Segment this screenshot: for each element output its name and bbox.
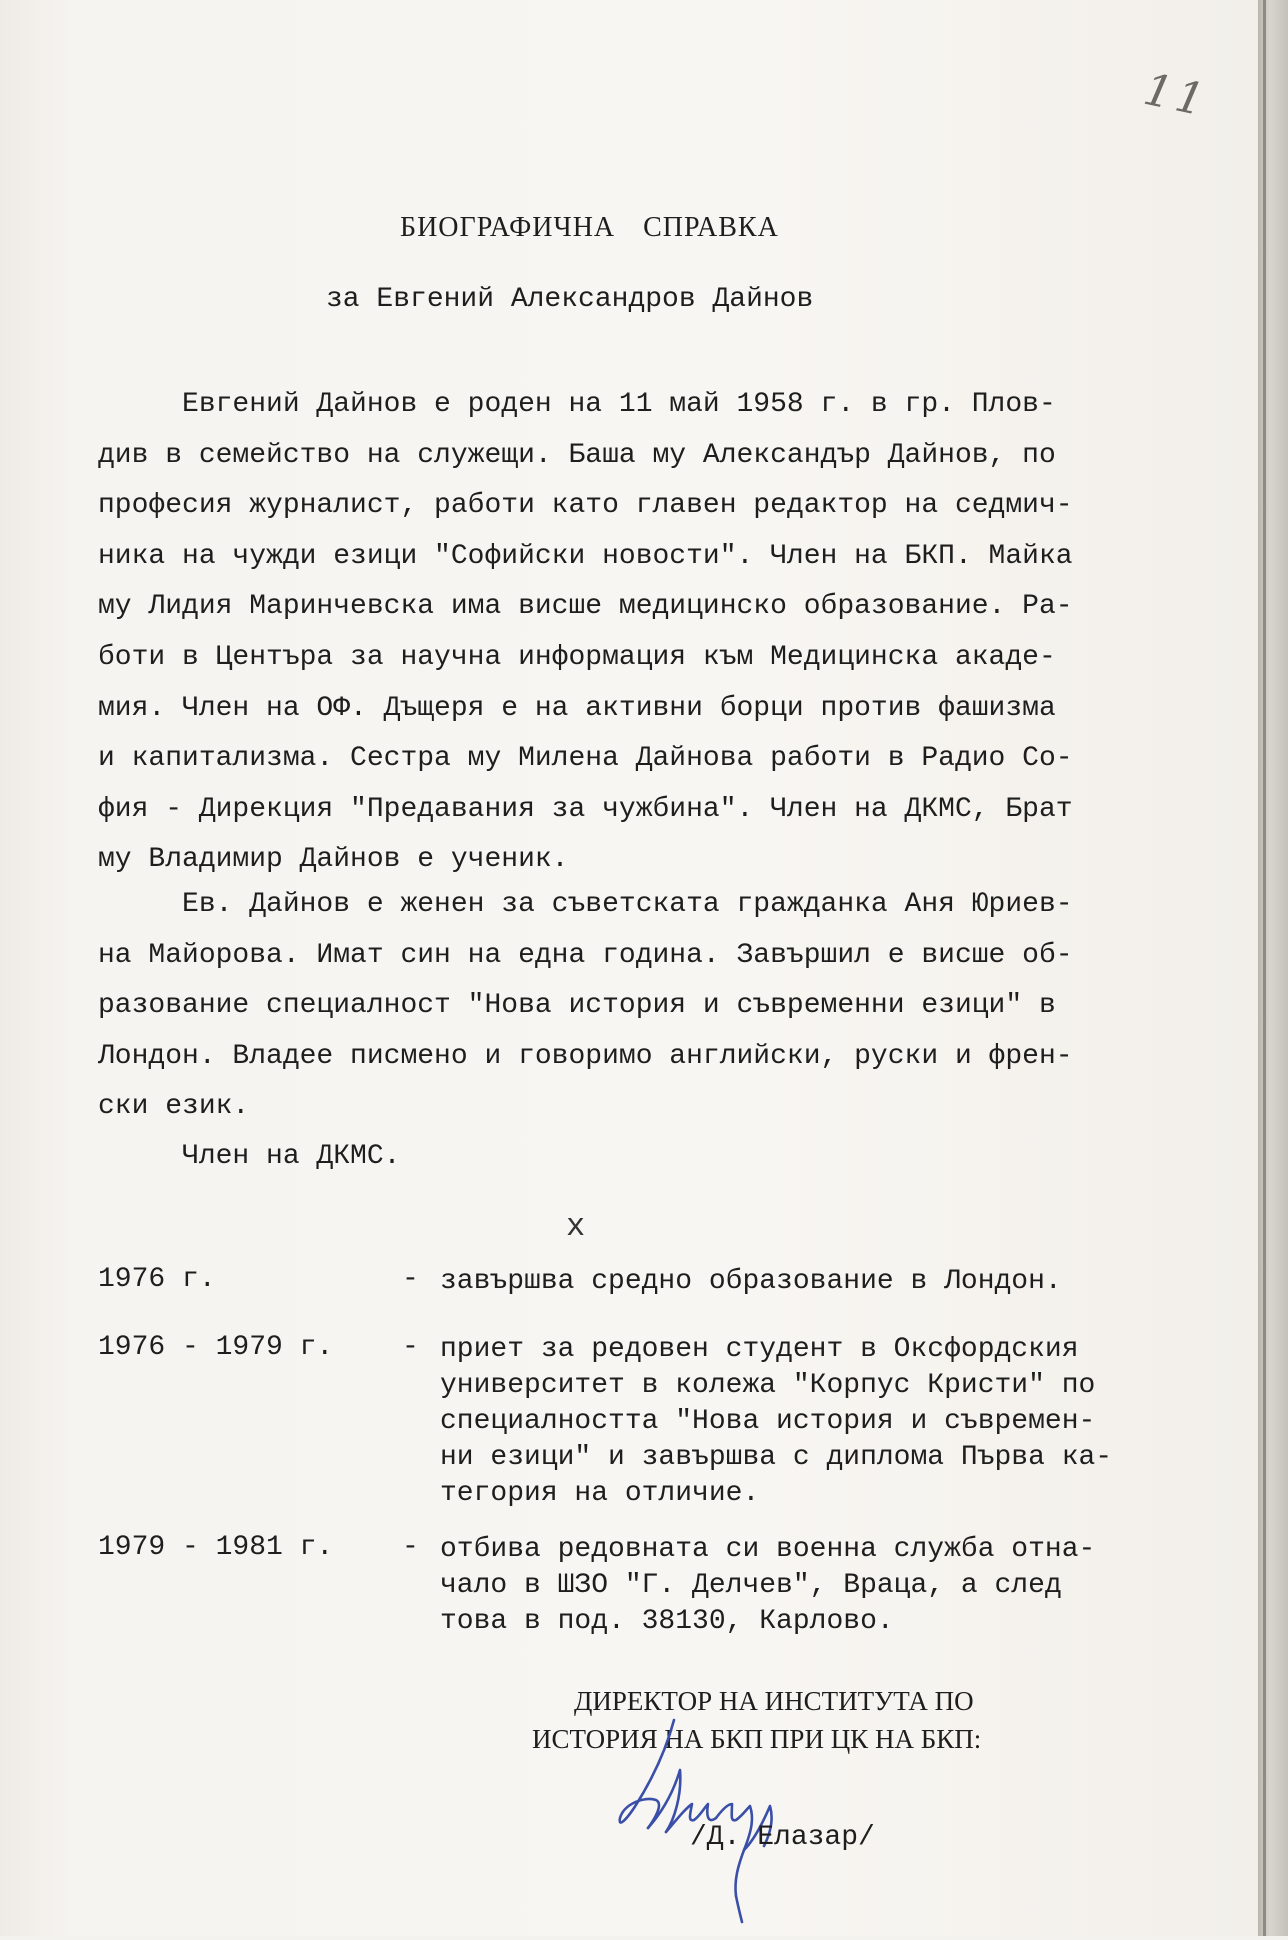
paragraph-membership: Член на ДКМС. bbox=[98, 1141, 401, 1172]
document-subtitle: за Евгений Александров Дайнов bbox=[326, 284, 814, 315]
signature-title-line1: ДИРЕКТОР НА ИНСТИТУТА ПО bbox=[574, 1686, 974, 1716]
timeline-date: 1979 - 1981 г. bbox=[98, 1532, 334, 1563]
timeline-dash: - bbox=[402, 1264, 419, 1295]
timeline-text: приет за редовен студент в Оксфордския университет в колежа "Корпус Кристи" по специалността "Нова история и съвремен- ни езици" и завършва с диплома Първа ка- тегория на отличие. bbox=[440, 1334, 1113, 1509]
timeline-text: отбива редовната си военна служба отна- чало в ШЗО "Г. Делчев", Враца, а след това в под. 38130, Карлово. bbox=[440, 1534, 1096, 1637]
section-separator: x bbox=[566, 1208, 586, 1245]
paragraph-education: Ев. Дайнов е женен за съветската гражданка Аня Юриев- на Майорова. Имат син на една година. Завършил е висше об- разование специалност "Нова история и съвременни езици" в Лондон. Владее писмено и говоримо английски, руски и френ- ски език. bbox=[98, 889, 1073, 1123]
timeline-date: 1976 - 1979 г. bbox=[98, 1332, 334, 1363]
paper-edge-line bbox=[1263, 0, 1266, 1936]
paragraph-family: Евгений Дайнов е роден на 11 май 1958 г. в гр. Плов- див в семейство на служещи. Баша му Александър Дайнов, по професия журналист, работи като главен редактор на седмич- ника на чужди езици "Софийски новости". Член на БКП. Майка му Лидия Маринчевска има висше медицинско образование. Ра- боти в Центъра за научна информация към Медицинска акаде- мия. Член на ОФ. Дъщеря е на активни борци против фашизма и капитализма. Сестра му Милена Дайнова работи в Радио Со- фия - Дирекция "Предавания за чужбина". Член на ДКМС, Брат му Владимир Дайнов е ученик. bbox=[98, 389, 1073, 876]
timeline-dash: - bbox=[402, 1332, 419, 1363]
signer-name: /Д. Елазар/ bbox=[690, 1822, 875, 1853]
timeline-date: 1976 г. bbox=[98, 1264, 216, 1295]
document-title: БИОГРАФИЧНА СПРАВКА bbox=[400, 212, 779, 243]
page-number-mark: 11 bbox=[1139, 63, 1213, 128]
timeline-dash: - bbox=[402, 1532, 419, 1563]
signature-title-line2: ИСТОРИЯ НА БКП ПРИ ЦК НА БКП: bbox=[532, 1724, 982, 1754]
timeline-text: завършва средно образование в Лондон. bbox=[440, 1266, 1062, 1297]
handwritten-signature bbox=[604, 1700, 874, 1940]
